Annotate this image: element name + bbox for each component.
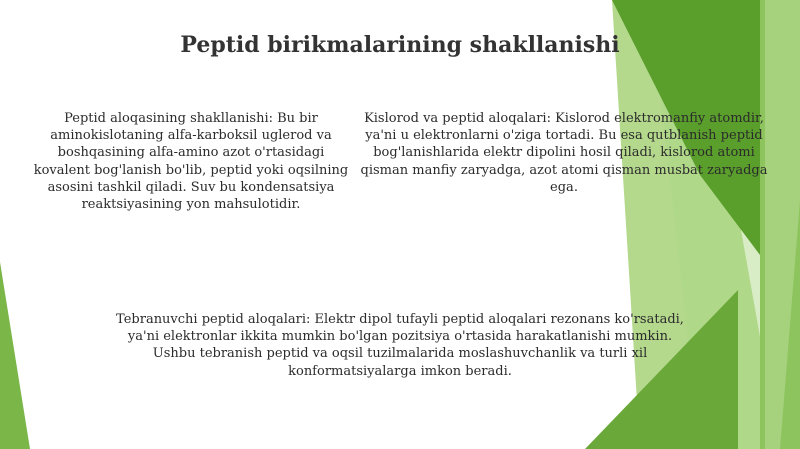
left-green-sliver [0,262,30,449]
paragraph-oxygen-peptide-bonds: Kislorod va peptid aloqalari: Kislorod elektromanfiy atomdir, ya'ni u elektronlarni o'ziga tortadi. Bu esa qutblanish peptid bog'lanishlarida elektr dipolini hosil qiladi, kislorod atomi qisman manfiy zaryadga, azot atomi qisman musbat zaryadga ega. [360,111,768,195]
paragraph-peptide-bond-formation: Peptid aloqasining shakllanishi: Bu bir aminokislotaning alfa-karboksil uglerod va boshqasining alfa-amino azot o'rtasidagi kovalent bog'lanish bo'lib, peptid yoki oqsilning asosini tashkil qiladi. Suv bu kondensatsiya reaktsiyasining yon mahsulotidir. [33,111,349,213]
slide-title: Peptid birikmalarining shakllanishi [180,32,620,58]
paragraph-resonant-peptide-bonds: Tebranuvchi peptid aloqalari: Elektr dipol tufayli peptid aloqalari rezonans ko'rsatadi, ya'ni elektronlar ikkita mumkin bo'lgan pozitsiya o'rtasida harakatlanishi mumkin. Ushbu tebranish peptid va oqsil tuzilmalarida moslashuvchanlik va turli xil konformatsiyalarga imkon beradi. [116,312,684,379]
